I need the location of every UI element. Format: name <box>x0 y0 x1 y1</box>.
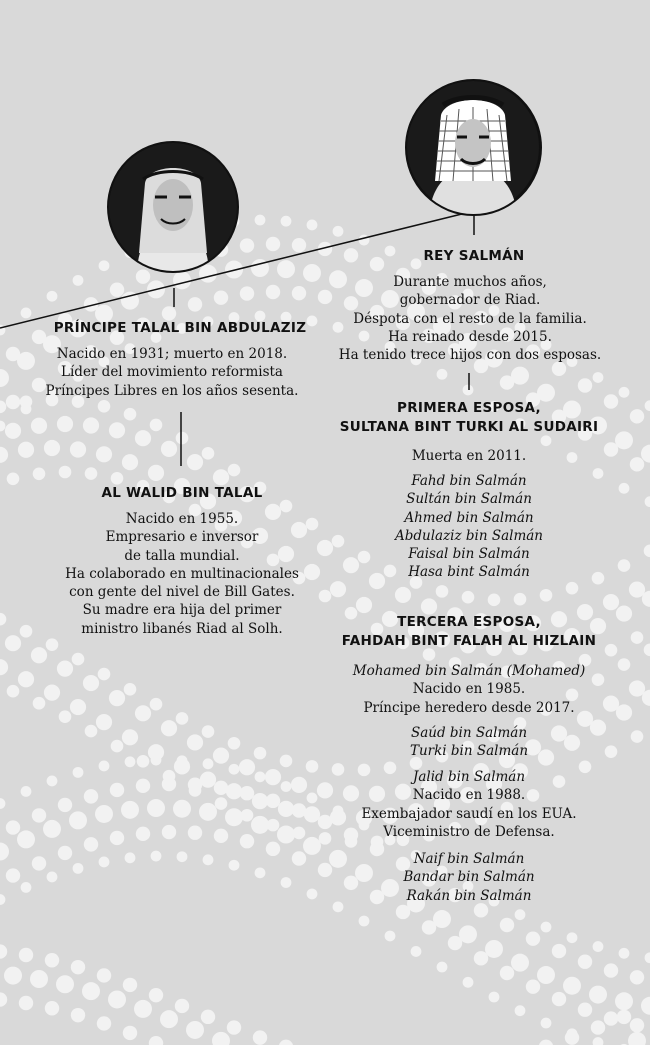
alwalid-line: con gente del nivel de Bill Gates. <box>69 584 295 601</box>
primera-esposa-title <box>329 399 609 437</box>
alwalid-description <box>32 510 332 638</box>
jalid-line: Nacido en 1988. <box>412 787 526 804</box>
alwalid-line: Su madre era hija del primer <box>82 602 282 619</box>
portrait-rey-salman <box>405 79 542 216</box>
tercera-title-line-2: FAHDAH BINT FALAH AL HIZLAIN <box>341 633 597 649</box>
rey-line: Ha reinado desde 2015. <box>388 328 552 345</box>
alwalid-line: Nacido en 1955. <box>125 511 239 527</box>
child-name: Saúd bin Salmán <box>410 725 528 741</box>
mohamed-block <box>329 662 609 717</box>
child-name: Abdulaziz bin Salmán <box>394 527 544 544</box>
child-name: Sultán bin Salmán <box>406 491 532 508</box>
alwalid-title: AL WALID BIN TALAL <box>101 485 263 501</box>
jalid-name: Jalid bin Salmán <box>412 769 526 785</box>
rey-line: Durante muchos años, <box>393 274 547 290</box>
talal-description <box>22 345 322 400</box>
portrait-rey-salman-icon <box>407 81 540 214</box>
alwalid-line: Ha colaborado en multinacionales <box>65 565 299 582</box>
child-name: Ahmed bin Salmán <box>404 509 534 526</box>
child-name: Fahd bin Salmán <box>411 473 527 489</box>
child-name: Turki bin Salmán <box>409 743 529 760</box>
tercera-esposa-title <box>329 613 609 651</box>
tercera-title-line-1: TERCERA ESPOSA, <box>397 614 541 630</box>
child-name: Hasa bint Salmán <box>408 564 530 581</box>
mohamed-line: Nacido en 1985. <box>412 681 526 698</box>
rey-salman-title: REY SALMÁN <box>423 248 525 264</box>
portrait-talal-icon <box>109 143 237 271</box>
tercera-group-1 <box>369 724 569 761</box>
child-name: Faisal bin Salmán <box>408 546 530 563</box>
alwalid-line: Empresario e inversor <box>105 529 259 546</box>
talal-title: PRÍNCIPE TALAL BIN ABDULAZIZ <box>53 320 307 336</box>
child-name: Rakán bin Salmán <box>406 887 532 904</box>
alwalid-line: de talla mundial. <box>124 547 240 564</box>
rey-line: Déspota con el resto de la familia. <box>353 310 587 327</box>
mohamed-name: Mohamed bin Salmán (Mohamed) <box>352 663 586 679</box>
rey-salman-description <box>320 273 620 364</box>
alwalid-line: ministro libanés Riad al Solh. <box>81 620 283 637</box>
jalid-block <box>329 768 609 841</box>
mohamed-line: Príncipe heredero desde 2017. <box>363 699 575 716</box>
jalid-line: Viceministro de Defensa. <box>383 823 555 840</box>
tercera-group-2 <box>369 850 569 905</box>
portrait-talal <box>107 141 239 273</box>
child-name: Naif bin Salmán <box>413 851 525 867</box>
primera-note: Muerta en 2011. <box>411 448 527 464</box>
primera-title-line-1: PRIMERA ESPOSA, <box>397 400 541 416</box>
primera-title-line-2: SULTANA BINT TURKI AL SUDAIRI <box>339 419 599 435</box>
rey-line: Ha tenido trece hijos con dos esposas. <box>338 347 602 364</box>
child-name: Bandar bin Salmán <box>403 869 535 886</box>
talal-line: Nacido en 1931; muerto en 2018. <box>56 346 288 362</box>
rey-line: gobernador de Riad. <box>399 292 541 309</box>
talal-line: Líder del movimiento reformista <box>61 364 283 381</box>
talal-line: Príncipes Libres en los años sesenta. <box>45 382 299 399</box>
jalid-line: Exembajador saudí en los EUA. <box>361 805 577 822</box>
primera-children <box>369 472 569 582</box>
